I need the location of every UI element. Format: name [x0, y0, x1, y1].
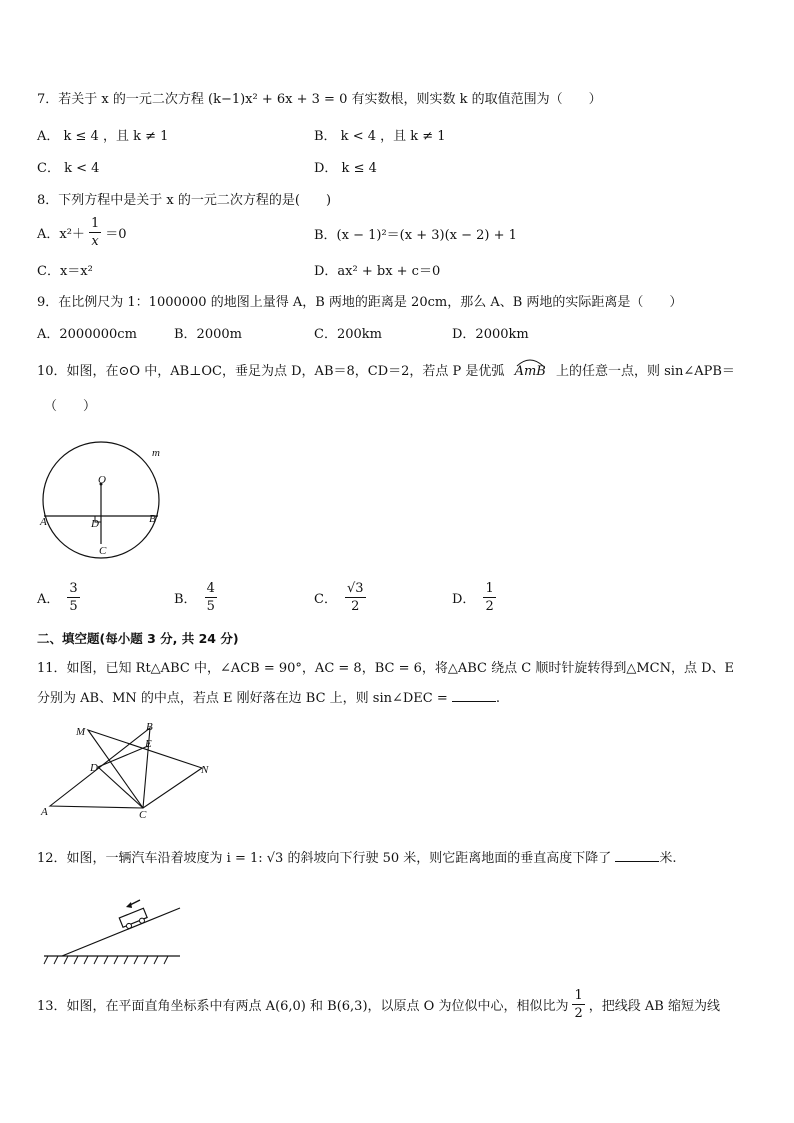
option-fraction: $\frac{√3}{2}$ [346, 580, 364, 614]
label-b: B [146, 721, 153, 733]
q10-stem [37, 360, 735, 379]
q8-option-a-prefix: A．x²＋ [37, 226, 85, 242]
answer-blank [615, 849, 659, 862]
label-a: A [41, 806, 48, 818]
q10-option-b: B． $\frac{4}{5}$ [174, 580, 215, 614]
fraction-denominator: x [91, 233, 99, 249]
q10-paren: （ ） [44, 399, 97, 414]
q11-triangle-figure [38, 718, 218, 828]
q12-text: 12．如图，一辆汽车沿着坡度为 i = 1: √3 的斜坡向下行驶 50 米，则它距离地面的垂直高度下降了 米. [37, 851, 677, 866]
label-d: D [90, 762, 98, 774]
label-a: A [40, 516, 47, 528]
q10-option-c: C． $\frac{√3}{2}$ [314, 580, 364, 614]
label-c: C [99, 545, 107, 557]
q8-option-d: D．ax² + bx + c＝0 [314, 264, 441, 279]
label-n: N [201, 764, 209, 776]
q9-option-b: B．2000m [174, 327, 242, 342]
label-m: M [76, 726, 86, 738]
q10-option-a: A． $\frac{3}{5}$ [37, 580, 78, 614]
q10-circle-figure [38, 440, 178, 590]
q8-option-a [37, 214, 127, 250]
ground-hatching [44, 956, 168, 964]
answer-blank [452, 689, 496, 702]
option-fraction: $\frac{3}{5}$ [69, 580, 78, 614]
q7-option-b: B． k < 4 ，且 k ≠ 1 [314, 129, 446, 144]
q10-arc-label: AmB [515, 364, 546, 379]
q13-ratio-fraction: $\frac{1}{2}$ [574, 987, 583, 1021]
q8-option-b: B．(x − 1)²＝(x + 3)(x − 2) + 1 [314, 228, 517, 243]
q12-slope-figure [44, 888, 194, 968]
q10-stem-end: 上的任意一点，则 sin∠APB＝ [555, 364, 735, 379]
arrow-down-left-icon [126, 900, 140, 908]
q9-option-a: A．2000000cm [37, 327, 137, 342]
q10-option-d: D． $\frac{1}{2}$ [452, 580, 494, 614]
arc-symbol-icon [515, 357, 545, 367]
q9-stem: 9．在比例尺为 1：1000000 的地图上量得 A，B 两地的距离是 20cm，那么 A、B 两地的实际距离是（ ） [37, 295, 683, 310]
q8-option-c: C．x＝x² [37, 264, 93, 279]
label-o: O [98, 474, 106, 486]
q8-stem: 8．下列方程中是关于 x 的一元二次方程的是( ) [37, 193, 332, 208]
label-b: B [149, 513, 156, 525]
q7-option-c: C． k < 4 [37, 161, 100, 176]
fraction-numerator: 1 [90, 215, 100, 231]
q8-option-a-fraction [89, 217, 101, 248]
option-fraction: $\frac{4}{5}$ [206, 580, 215, 614]
q11-line1: 11．如图，已知 Rt△ABC 中，∠ACB = 90°，AC = 8，BC = 6，将△ABC 绕点 C 顺时针旋转得到△MCN，点 D、E [37, 661, 735, 676]
q10-stem-start: 10．如图，在⊙O 中，AB⊥OC，垂足为点 D，AB＝8，CD＝2，若点 P 是优弧 [37, 364, 505, 379]
slope-line [62, 908, 180, 956]
q7-stem: 7．若关于 x 的一元二次方程 (k−1)x² + 6x + 3 = 0 有实数根，则实数 k 的取值范围为（ ） [37, 92, 602, 107]
q7-option-a: A． k ≤ 4 ，且 k ≠ 1 [37, 129, 169, 144]
q7-option-d: D． k ≤ 4 [314, 161, 377, 176]
segment-dc [98, 767, 143, 808]
label-e: E [145, 738, 152, 750]
label-m: m [152, 447, 160, 459]
label-c: C [139, 809, 147, 821]
label-d: D [91, 518, 99, 530]
q8-option-a-suffix: ＝0 [105, 226, 127, 242]
option-fraction: $\frac{1}{2}$ [485, 580, 494, 614]
q9-option-d: D．2000km [452, 327, 529, 342]
section-2-title: 二、填空题(每小题 3 分, 共 24 分) [37, 631, 239, 646]
q13-text: 13．如图，在平面直角坐标系中有两点 A(6,0) 和 B(6,3)，以原点 O 为位似中心，相似比为 $\frac{1}{2}$ ，把线段 AB 缩短为线 [37, 987, 720, 1021]
q9-option-c: C．200km [314, 327, 382, 342]
q11-line2: 分别为 AB、MN 的中点，若点 E 刚好落在边 BC 上，则 sin∠DEC = . [37, 691, 501, 706]
